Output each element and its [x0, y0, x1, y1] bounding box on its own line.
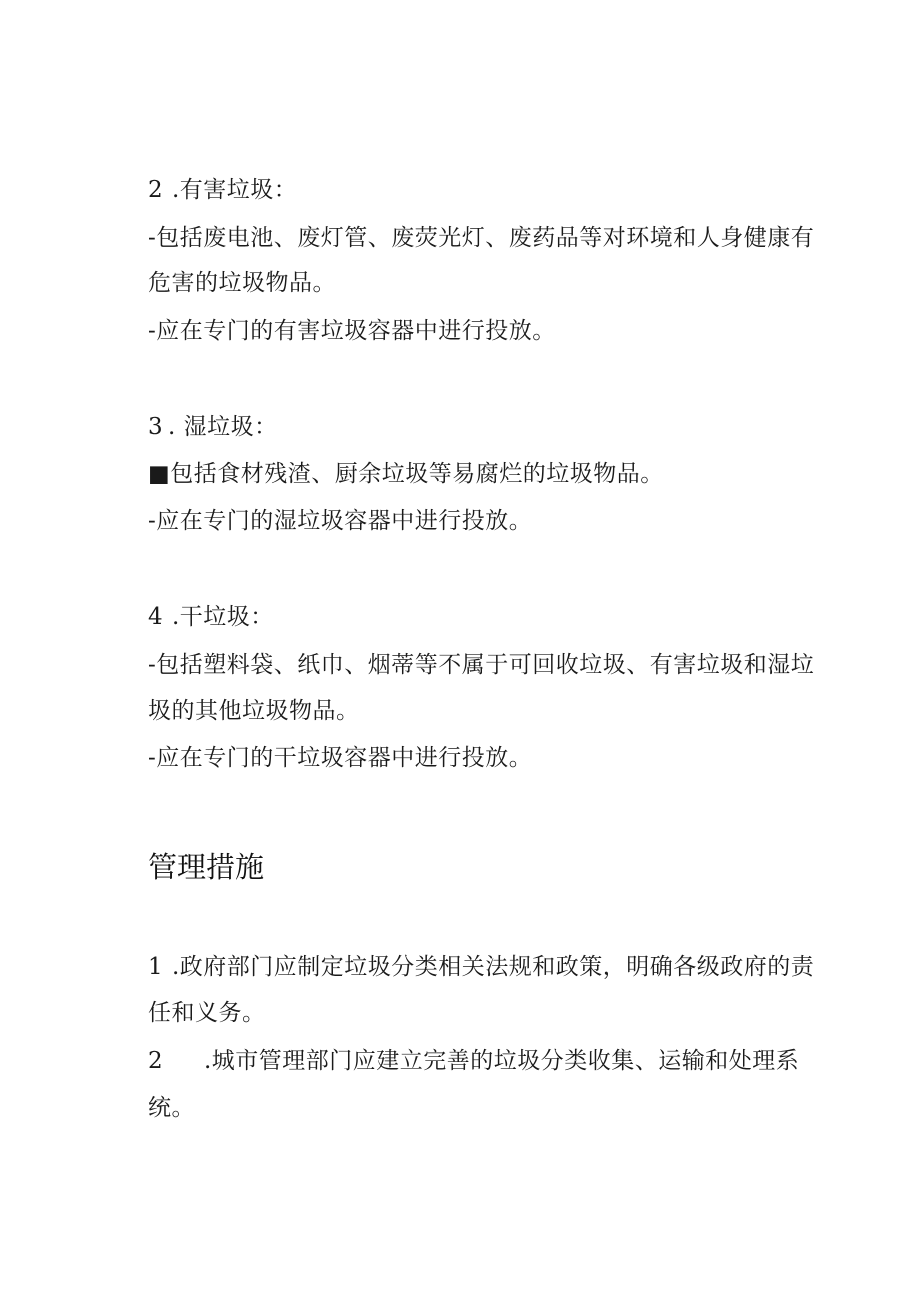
section-title: .有害垃圾：	[172, 177, 298, 203]
section-title: .干垃圾：	[172, 604, 274, 630]
section-title: . 湿垃圾：	[168, 414, 278, 440]
section-number: 3	[148, 414, 164, 440]
wet-item1: ■包括食材残渣、厨余垃圾等易腐烂的垃圾物品。	[148, 461, 664, 487]
dry-item1-line2: 圾的其他垃圾物品。	[148, 698, 360, 724]
measure-1-line1	[148, 952, 814, 982]
measure-2-line2: 统。	[148, 1095, 195, 1121]
hazardous-heading	[148, 175, 297, 205]
wet-heading	[148, 412, 278, 442]
dry-item1-line1: -包括塑料袋、纸巾、烟蒂等不属于可回收垃圾、有害垃圾和湿垃	[148, 652, 815, 678]
hazardous-item2: -应在专门的有害垃圾容器中进行投放。	[148, 318, 556, 344]
measure-text: .城市管理部门应建立完善的垃圾分类收集、运输和处理系	[204, 1048, 800, 1074]
section-number: 4	[148, 604, 164, 630]
hazardous-item1-line1: -包括废电池、废灯管、废荧光灯、废药品等对环境和人身健康有	[148, 225, 815, 251]
dry-item2: -应在专门的干垃圾容器中进行投放。	[148, 745, 533, 771]
measure-2-line1	[148, 1046, 799, 1076]
hazardous-item1-line2: 危害的垃圾物品。	[148, 270, 336, 296]
section-number: 2	[148, 177, 164, 203]
measure-1-line2: 任和义务。	[148, 1000, 266, 1026]
wet-item2: -应在专门的湿垃圾容器中进行投放。	[148, 508, 533, 534]
measure-number: 1	[148, 954, 164, 980]
dry-heading	[148, 602, 274, 632]
measure-text: .政府部门应制定垃圾分类相关法规和政策，明确各级政府的责	[172, 954, 815, 980]
measure-number: 2	[148, 1048, 164, 1074]
management-heading: 管理措施	[148, 850, 265, 884]
